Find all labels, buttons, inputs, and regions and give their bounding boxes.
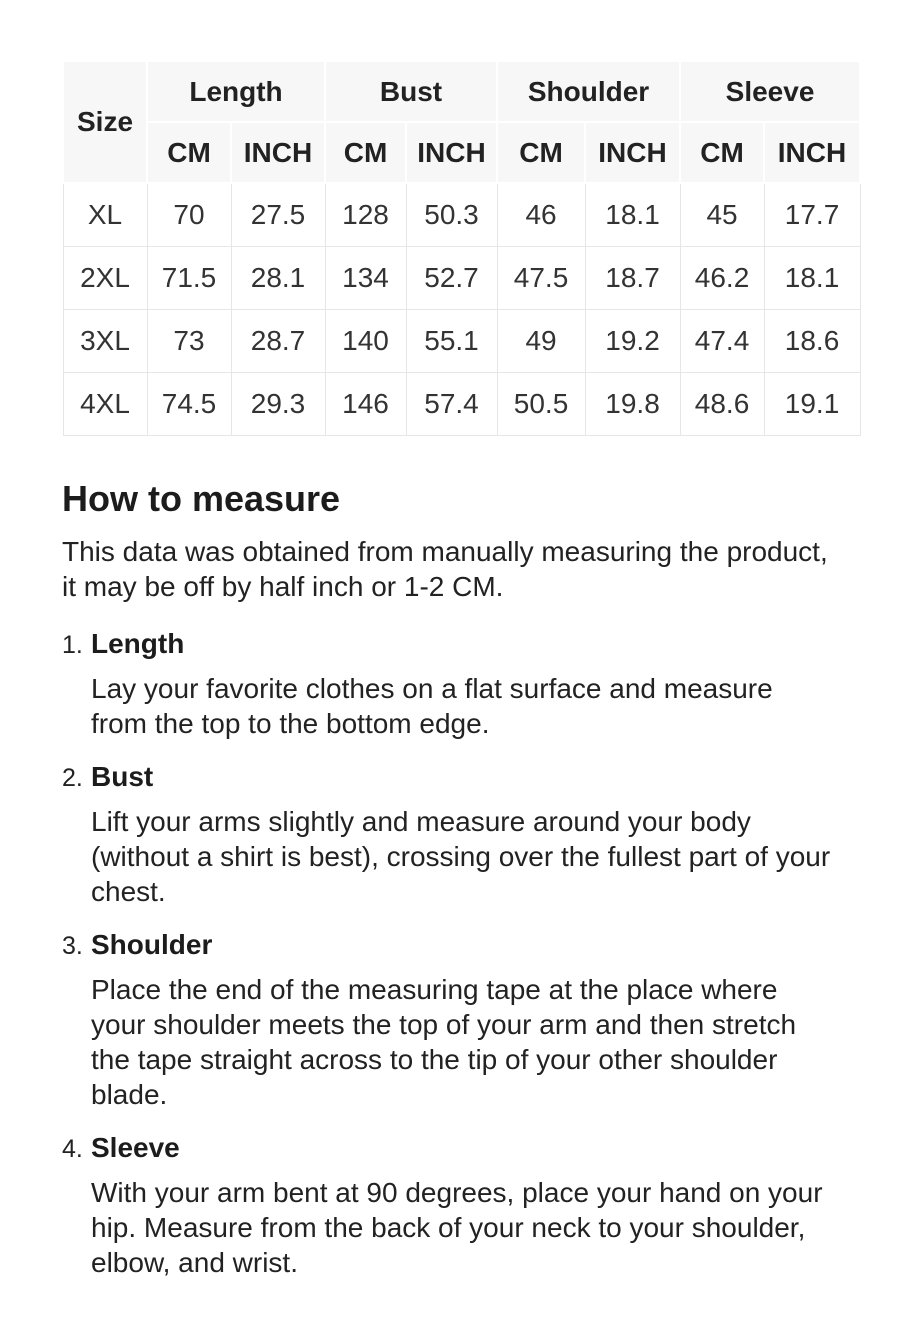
header-row-units — [63, 122, 860, 183]
data-cell: 46.2 — [680, 246, 764, 309]
data-cell: 18.7 — [585, 246, 680, 309]
step-title-length: Length — [91, 627, 185, 659]
unit-header-sleeve-inch: INCH — [764, 122, 860, 183]
step-number: 4. — [62, 1134, 83, 1163]
data-cell: 18.6 — [764, 309, 860, 372]
data-cell: 71.5 — [147, 246, 231, 309]
step-number: 1. — [62, 630, 83, 659]
col-header-size: Size — [63, 61, 147, 183]
step-description: Place the end of the measuring tape at the place where your shoulder meets the top of your arm and then stretch the tape straight across to the tip of your other shoulder blade. — [91, 973, 797, 1110]
unit-header-bust-inch: INCH — [406, 122, 497, 183]
data-cell: 47.5 — [497, 246, 585, 309]
step-body — [91, 929, 834, 1112]
how-to-measure-intro: This data was obtained from manually measuring the product, it may be off by half inch or 1-2 CM. — [62, 535, 828, 602]
data-cell: 46 — [497, 183, 585, 246]
unit-header-shoulder-inch: INCH — [585, 122, 680, 183]
step-title-shoulder: Shoulder — [91, 928, 213, 960]
size-cell: 4XL — [63, 372, 147, 435]
data-cell: 19.2 — [585, 309, 680, 372]
step-description: Lay your favorite clothes on a flat surface and measure from the top to the bottom edge. — [91, 672, 773, 739]
unit-header-length-inch: INCH — [231, 122, 325, 183]
step-title-sleeve: Sleeve — [91, 1131, 180, 1163]
col-header-bust: Bust — [325, 61, 497, 122]
data-cell: 50.5 — [497, 372, 585, 435]
size-cell: 2XL — [63, 246, 147, 309]
data-cell: 55.1 — [406, 309, 497, 372]
step-body — [91, 628, 834, 741]
data-cell: 48.6 — [680, 372, 764, 435]
size-cell: 3XL — [63, 309, 147, 372]
data-cell: 49 — [497, 309, 585, 372]
step-description: Lift your arms slightly and measure around your body (without a shirt is best), crossing over the fullest part of your chest. — [91, 805, 831, 907]
list-item-bust — [62, 761, 842, 909]
data-cell: 18.1 — [764, 246, 860, 309]
data-cell: 128 — [325, 183, 406, 246]
unit-header-length-cm: CM — [147, 122, 231, 183]
step-title-bust: Bust — [91, 760, 154, 792]
data-cell: 27.5 — [231, 183, 325, 246]
col-header-sleeve: Sleeve — [680, 61, 860, 122]
unit-header-bust-cm: CM — [325, 122, 406, 183]
data-cell: 146 — [325, 372, 406, 435]
size-cell: XL — [63, 183, 147, 246]
list-item-sleeve — [62, 1132, 842, 1280]
size-chart-header — [63, 61, 860, 183]
data-cell: 74.5 — [147, 372, 231, 435]
data-cell: 140 — [325, 309, 406, 372]
data-cell: 52.7 — [406, 246, 497, 309]
data-cell: 70 — [147, 183, 231, 246]
unit-header-shoulder-cm: CM — [497, 122, 585, 183]
size-chart-table — [62, 60, 861, 436]
table-row-2xl — [63, 246, 860, 309]
data-cell: 50.3 — [406, 183, 497, 246]
step-number: 3. — [62, 931, 83, 960]
header-row-groups — [63, 61, 860, 122]
data-cell: 45 — [680, 183, 764, 246]
data-cell: 57.4 — [406, 372, 497, 435]
step-number: 2. — [62, 763, 83, 792]
col-header-shoulder: Shoulder — [497, 61, 680, 122]
step-body — [91, 1132, 834, 1280]
data-cell: 73 — [147, 309, 231, 372]
table-row-xl — [63, 183, 860, 246]
data-cell: 47.4 — [680, 309, 764, 372]
unit-header-sleeve-cm: CM — [680, 122, 764, 183]
content-container — [62, 60, 860, 1280]
size-chart-body — [63, 183, 860, 435]
col-header-length: Length — [147, 61, 325, 122]
data-cell: 17.7 — [764, 183, 860, 246]
list-item-length — [62, 628, 842, 741]
data-cell: 19.1 — [764, 372, 860, 435]
data-cell: 28.7 — [231, 309, 325, 372]
measure-steps-list — [62, 628, 860, 1280]
list-item-shoulder — [62, 929, 842, 1112]
how-to-measure-title: How to measure — [62, 477, 341, 519]
data-cell: 134 — [325, 246, 406, 309]
data-cell: 29.3 — [231, 372, 325, 435]
data-cell: 28.1 — [231, 246, 325, 309]
data-cell: 19.8 — [585, 372, 680, 435]
step-body — [91, 761, 834, 909]
table-row-4xl — [63, 372, 860, 435]
table-row-3xl — [63, 309, 860, 372]
step-description: With your arm bent at 90 degrees, place your hand on your hip. Measure from the back of your neck to your shoulder, elbow, and wrist. — [91, 1176, 823, 1278]
data-cell: 18.1 — [585, 183, 680, 246]
